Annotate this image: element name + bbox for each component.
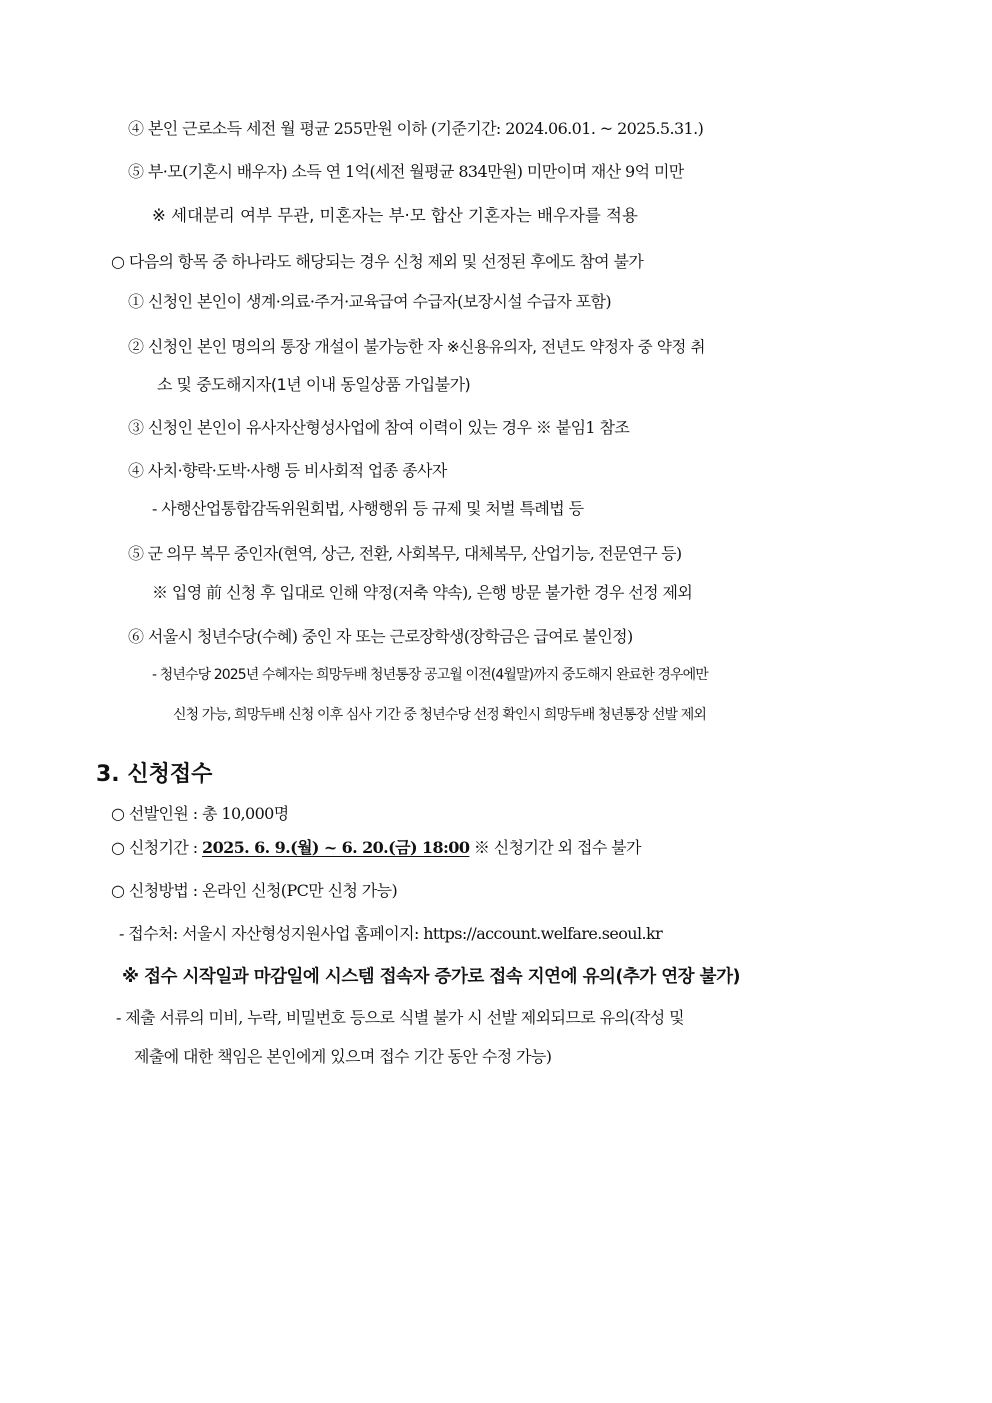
application-period xyxy=(111,836,641,860)
recruit-count: ○ 선발인원 : 총 10,000명 xyxy=(111,804,289,823)
exclusion-item-4: ④ 사치·향락·도박·사행 등 비사회적 업종 종사자 xyxy=(128,461,447,480)
reception-site: - 접수처: 서울시 자산형성지원사업 홈페이지: https://account.welfare.seoul.kr xyxy=(119,924,663,943)
household-note: ※ 세대분리 여부 무관, 미혼자는 부·모 합산 기혼자는 배우자를 적용 xyxy=(152,206,638,225)
exclusion-item-6-sub-continued: 신청 가능, 희망두배 신청 이후 심사 기간 중 청년수당 선정 확인시 희망두배 청년통장 선발 제외 xyxy=(173,707,706,723)
exclusion-item-2-text: ② 신청인 본인 명의의 통장 개설이 불가능한 자 xyxy=(128,337,443,356)
application-method: ○ 신청방법 : 온라인 신청(PC만 신청 가능) xyxy=(111,881,398,900)
exclusion-item-3: ③ 신청인 본인이 유사자산형성사업에 참여 이력이 있는 경우 ※ 붙임1 참조 xyxy=(128,418,630,437)
submission-caution: - 제출 서류의 미비, 누락, 비밀번호 등으로 식별 불가 시 선발 제외되므로 유의(작성 및 xyxy=(116,1008,684,1027)
eligibility-item-4: ④ 본인 근로소득 세전 월 평균 255만원 이하 (기준기간: 2024.06.01. ~ 2025.5.31.) xyxy=(128,119,704,138)
exclusion-item-6: ⑥ 서울시 청년수당(수혜) 중인 자 또는 근로장학생(장학금은 급여로 불인정) xyxy=(128,627,633,646)
exclusion-item-2-note: ※신용유의자, 전년도 약정자 중 약정 취 xyxy=(446,338,706,356)
section-3-title: 3. 신청접수 xyxy=(96,762,213,787)
submission-caution-continued: 제출에 대한 책임은 본인에게 있으며 접수 기간 동안 수정 가능) xyxy=(134,1047,552,1066)
application-period-label: ○ 신청기간 : xyxy=(111,838,203,857)
access-delay-warning: ※ 접수 시작일과 마감일에 시스템 접속자 증가로 접속 지연에 유의(추가 연장 불가) xyxy=(122,967,740,987)
exclusion-item-5: ⑤ 군 의무 복무 중인자(현역, 상근, 전환, 사회복무, 대체복무, 산업기능, 전문연구 등) xyxy=(128,544,682,563)
exclusion-item-2-continued: 소 및 중도해지자(1년 이내 동일상품 가입불가) xyxy=(157,375,471,394)
application-period-value: 2025. 6. 9.(월) ~ 6. 20.(금) 18:00 xyxy=(202,838,470,857)
eligibility-item-5: ⑤ 부·모(기혼시 배우자) 소득 연 1억(세전 월평균 834만원) 미만이며 재산 9억 미만 xyxy=(128,162,684,181)
application-period-note: ※ 신청기간 외 접수 불가 xyxy=(469,838,641,857)
exclusion-item-6-sub: - 청년수당 2025년 수혜자는 희망두배 청년통장 공고월 이전(4월말)까지 중도해지 완료한 경우에만 xyxy=(152,667,708,683)
exclusion-item-5-note: ※ 입영 前 신청 후 입대로 인해 약정(저축 약속), 은행 방문 불가한 경우 선정 제외 xyxy=(152,583,693,602)
exclusion-item-4-sub: - 사행산업통합감독위원회법, 사행행위 등 규제 및 처벌 특례법 등 xyxy=(152,499,584,518)
exclusion-item-1: ① 신청인 본인이 생계·의료·주거·교육급여 수급자(보장시설 수급자 포함) xyxy=(128,292,612,311)
exclusion-item-2 xyxy=(128,335,705,359)
exclusion-heading: ○ 다음의 항목 중 하나라도 해당되는 경우 신청 제외 및 선정된 후에도 참여 불가 xyxy=(111,252,644,271)
